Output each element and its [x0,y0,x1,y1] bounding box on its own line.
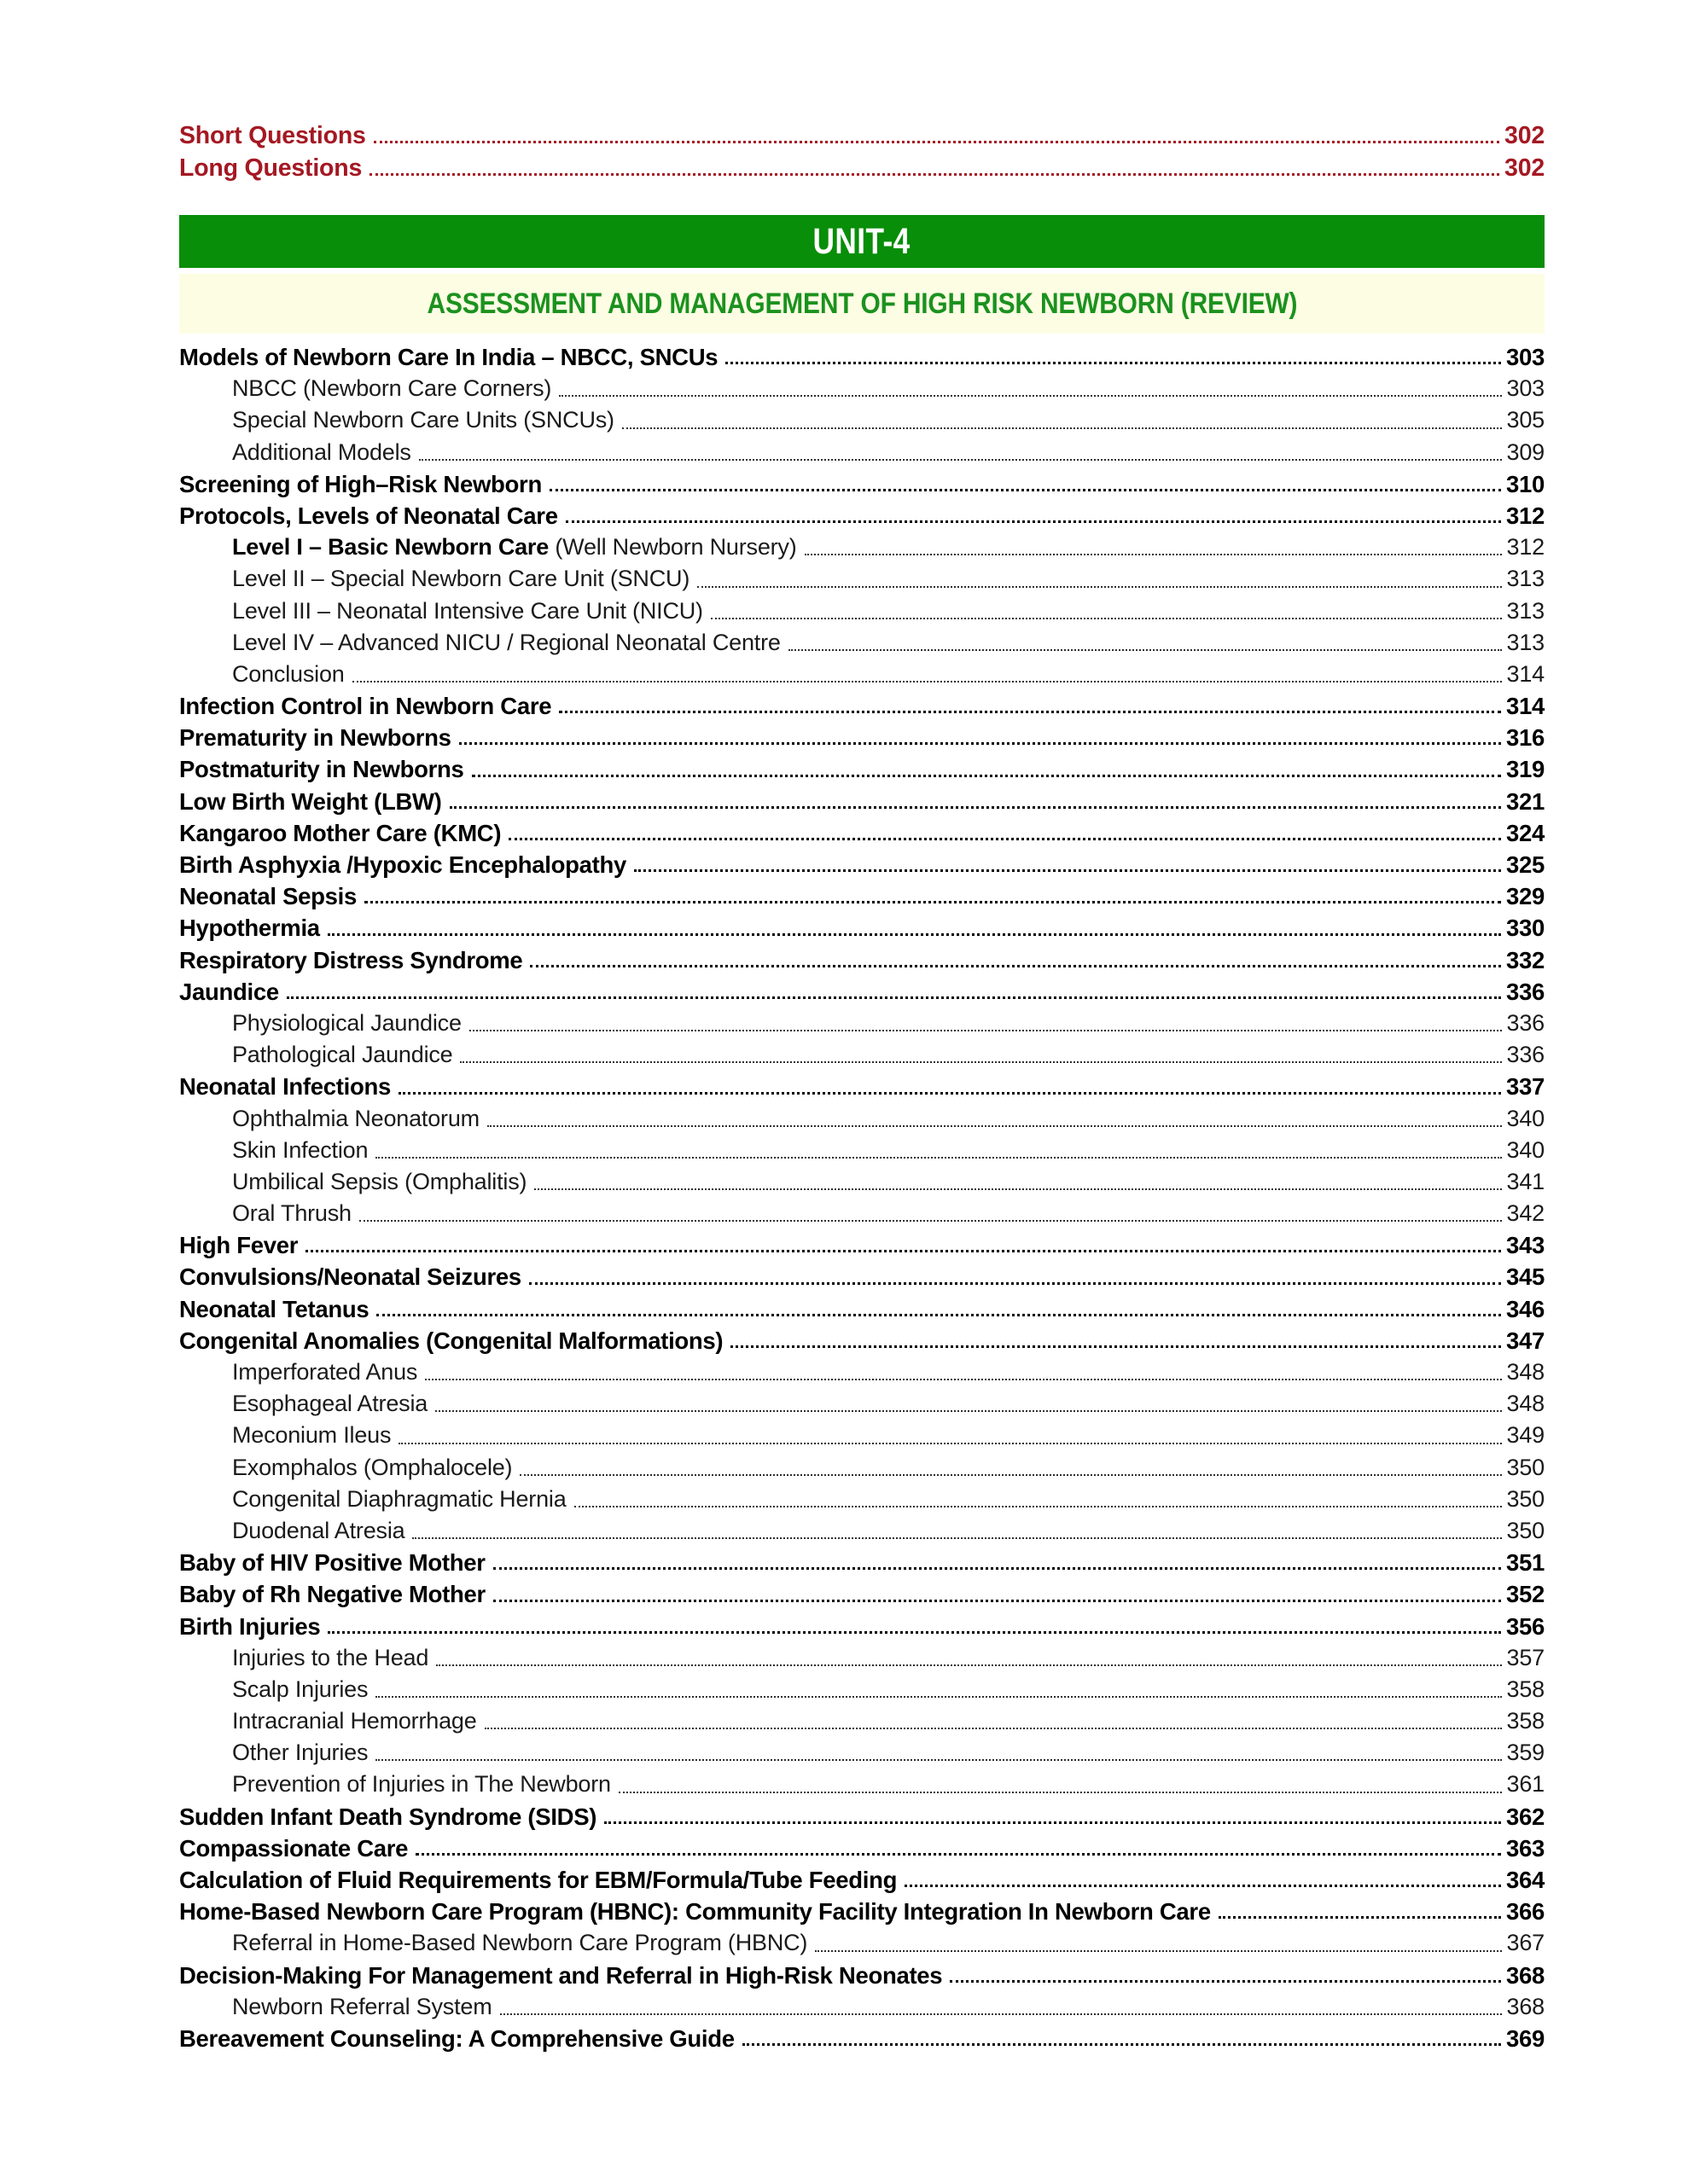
toc-entry [179,531,1545,563]
toc-entry [179,2023,1545,2054]
entry-page-number: 363 [1506,1834,1545,1862]
entry-page-number: 366 [1506,1898,1545,1926]
toc-entry [179,1960,1545,1991]
entry-page-number: 314 [1506,660,1545,687]
dot-leader [550,489,1501,491]
dot-leader [459,742,1501,745]
entry-page-number: 302 [1504,154,1545,182]
entry-label: Protocols, Levels of Neonatal Care [179,502,558,529]
entry-page-number: 367 [1506,1930,1545,1956]
entry-label: Neonatal Infections [179,1073,391,1101]
entry-page-number: 358 [1506,1708,1545,1734]
dot-leader [425,1379,1501,1380]
dot-leader [530,965,1501,967]
entry-label: Additional Models [232,439,411,465]
entry-page-number: 310 [1506,470,1545,497]
toc-entry [179,1071,1545,1102]
toc-entry [179,563,1545,595]
toc-list [179,341,1545,2054]
entry-page-number: 368 [1506,1993,1545,2019]
dot-leader [485,1728,1502,1729]
question-entry [179,119,1545,152]
entry-label: High Fever [179,1232,299,1259]
entry-label: Neonatal Sepsis [179,883,357,910]
toc-entry [179,437,1545,468]
toc-entry [179,1452,1545,1484]
entry-label: Intracranial Hemorrhage [232,1708,477,1734]
entry-page-number: 324 [1506,819,1545,846]
entry-page-number: 336 [1506,1042,1545,1068]
dot-leader [634,869,1501,872]
entry-label: Skin Infection [232,1136,369,1163]
toc-entry [179,1833,1545,1864]
entry-page-number: 313 [1506,566,1545,592]
dot-leader [493,1567,1501,1570]
entry-label: Level IV – Advanced NICU / Regional Neonatal Centre [232,629,781,655]
entry-label: Baby of Rh Negative Mother [179,1581,486,1608]
dot-leader [359,1220,1502,1222]
dot-leader [1219,1916,1501,1919]
entry-label: Baby of HIV Positive Mother [179,1549,486,1577]
dot-leader [364,901,1501,903]
dot-leader [416,1853,1501,1856]
entry-label: Kangaroo Mother Care (KMC) [179,819,502,846]
entry-label: Hypothermia [179,915,320,942]
toc-entry [179,1991,1545,2023]
entry-label: Oral Thrush [232,1200,352,1227]
dot-leader [788,649,1502,651]
unit-banner [179,215,1545,268]
entry-label: Scalp Injuries [232,1676,369,1702]
dot-leader [604,1821,1501,1824]
dot-leader [619,1792,1502,1793]
toc-entry [179,659,1545,690]
toc-entry [179,690,1545,722]
entry-page-number: 347 [1506,1327,1545,1354]
entry-page-number: 358 [1506,1676,1545,1702]
dot-leader [500,2013,1502,2015]
toc-entry [179,1325,1545,1356]
entry-page-number: 329 [1506,883,1545,910]
entry-page-number: 312 [1506,534,1545,561]
toc-entry [179,500,1545,531]
toc-entry [179,1642,1545,1674]
entry-page-number: 325 [1506,851,1545,878]
dot-leader [412,1537,1501,1539]
toc-entry [179,753,1545,785]
unit-title: UNIT-4 [812,220,911,262]
dot-leader [520,1474,1501,1476]
entry-label: Level III – Neonatal Intensive Care Unit (NICU) [232,597,703,624]
entry-page-number: 356 [1506,1612,1545,1640]
toc-entry [179,849,1545,880]
entry-label: Prevention of Injuries in The Newborn [232,1771,611,1798]
toc-entry [179,1420,1545,1451]
toc-entry [179,1356,1545,1388]
dot-leader [559,711,1501,713]
dot-leader [697,586,1501,588]
entry-page-number: 314 [1506,693,1545,720]
entry-label: Models of Newborn Care In India – NBCC, SNCUs [179,344,719,370]
dot-leader [436,1664,1501,1666]
toc-entry [179,1135,1545,1166]
toc-entry [179,1705,1545,1737]
entry-page-number: 313 [1506,629,1545,655]
dot-leader [559,395,1501,397]
entry-label: Congenital Diaphragmatic Hernia [232,1485,567,1512]
entry-page-number: 340 [1506,1136,1545,1163]
entry-label: Birth Asphyxia /Hypoxic Encephalopathy [179,851,626,878]
entry-page-number: 342 [1506,1200,1545,1227]
dot-leader [534,1188,1501,1190]
dot-leader [805,554,1502,555]
entry-label: Injuries to the Head [232,1644,429,1670]
toc-entry [179,1039,1545,1071]
dot-leader [375,1157,1501,1159]
toc-entry [179,817,1545,849]
dot-leader [509,838,1501,840]
toc-entry [179,912,1545,944]
toc-entry [179,404,1545,436]
dot-leader [950,1980,1501,1983]
entry-label-bold-part: Level I – Basic Newborn Care [232,534,550,561]
entry-page-number: 361 [1506,1771,1545,1798]
entry-page-number: 302 [1504,122,1545,149]
toc-entry [179,627,1545,659]
entry-label: Long Questions [179,154,363,182]
dot-leader [742,2043,1501,2046]
dot-leader [493,1600,1501,1602]
dot-leader [529,1282,1501,1285]
entry-label: Jaundice [179,978,279,1005]
entry-page-number: 346 [1506,1295,1545,1322]
entry-page-number: 305 [1506,407,1545,433]
toc-entry [179,468,1545,500]
toc-entry [179,1484,1545,1515]
entry-label: Sudden Infant Death Syndrome (SIDS) [179,1803,597,1830]
dot-leader [435,1410,1501,1412]
entry-page-number: 369 [1506,2024,1545,2052]
entry-label: Compassionate Care [179,1834,409,1862]
dot-leader [815,1950,1501,1952]
dot-leader [328,933,1501,936]
entry-page-number: 313 [1506,597,1545,624]
dot-leader [574,1506,1502,1507]
toc-entry [179,1737,1545,1769]
toc-entry [179,1801,1545,1833]
dot-leader [375,1759,1501,1761]
entry-page-number: 350 [1506,1454,1545,1480]
entry-page-number: 349 [1506,1422,1545,1449]
entry-label [232,531,797,563]
toc-entry [179,1008,1545,1039]
dot-leader [460,1061,1501,1063]
dot-leader [730,1345,1501,1348]
entry-page-number: 364 [1506,1867,1545,1893]
unit-subtitle: ASSESSMENT AND MANAGEMENT OF HIGH RISK NEWBORN (REVIEW) [427,287,1297,320]
entry-page-number: 348 [1506,1391,1545,1417]
entry-page-number: 348 [1506,1359,1545,1385]
entry-page-number: 337 [1506,1073,1545,1101]
entry-page-number: 350 [1506,1485,1545,1512]
toc-entry [179,1611,1545,1642]
dot-leader [566,520,1501,523]
toc-entry [179,1864,1545,1896]
toc-entry [179,1578,1545,1610]
dot-leader [374,141,1499,143]
entry-label: Conclusion [232,660,345,687]
dot-leader [450,806,1501,809]
entry-page-number: 336 [1506,1009,1545,1036]
toc-entry [179,786,1545,817]
entry-label: Imperforated Anus [232,1359,418,1385]
entry-page-number: 321 [1506,787,1545,815]
dot-leader [905,1885,1501,1887]
dot-leader [472,775,1501,777]
entry-label: Calculation of Fluid Requirements for EBM/Formula/Tube Feeding [179,1867,898,1893]
entry-label: Newborn Referral System [232,1993,492,2019]
entry-page-number: 368 [1506,1961,1545,1989]
entry-page-number: 345 [1506,1263,1545,1291]
entry-label: Bereavement Counseling: A Comprehensive Guide [179,2024,735,2052]
toc-entry [179,1515,1545,1547]
entry-label: Low Birth Weight (LBW) [179,787,442,815]
toc-entry [179,1674,1545,1705]
dot-leader [376,1314,1501,1316]
dot-leader [487,1125,1502,1127]
toc-entry [179,1229,1545,1261]
entry-label: Exomphalos (Omphalocele) [232,1454,513,1480]
unit-subtitle-banner [179,274,1545,334]
entry-label: Pathological Jaundice [232,1042,453,1068]
entry-label: NBCC (Newborn Care Corners) [232,375,552,402]
entry-page-number: 352 [1506,1581,1545,1608]
toc-page [179,0,1545,2054]
toc-entry [179,1388,1545,1420]
entry-label: Duodenal Atresia [232,1517,405,1543]
dot-leader [469,1030,1502,1031]
dot-leader [328,1631,1501,1634]
toc-entry [179,1896,1545,1927]
entry-label: Postmaturity in Newborns [179,756,464,783]
toc-entry [179,595,1545,627]
entry-page-number: 319 [1506,756,1545,783]
entry-label: Birth Injuries [179,1612,321,1640]
entry-page-number: 316 [1506,724,1545,752]
entry-label: Infection Control in Newborn Care [179,693,552,720]
question-entries-list [179,119,1545,184]
question-entry [179,152,1545,184]
dot-leader [725,362,1501,364]
entry-page-number: 362 [1506,1803,1545,1830]
entry-page-number: 359 [1506,1740,1545,1766]
toc-entry [179,976,1545,1008]
entry-label: Referral in Home-Based Newborn Care Program (HBNC) [232,1930,808,1956]
dot-leader [419,459,1502,461]
toc-entry [179,1103,1545,1135]
entry-label: Esophageal Atresia [232,1391,428,1417]
dot-leader [622,427,1502,429]
entry-label: Short Questions [179,122,366,149]
toc-entry [179,944,1545,976]
entry-page-number: 341 [1506,1168,1545,1194]
entry-label: Ophthalmia Neonatorum [232,1105,480,1131]
toc-entry [179,1927,1545,1959]
dot-leader [375,1696,1501,1698]
entry-label: Respiratory Distress Syndrome [179,946,523,973]
toc-entry [179,722,1545,753]
toc-entry [179,880,1545,912]
entry-label: Neonatal Tetanus [179,1295,369,1322]
dot-leader [369,173,1499,176]
entry-page-number: 330 [1506,915,1545,942]
entry-label: Physiological Jaundice [232,1009,462,1036]
entry-page-number: 340 [1506,1105,1545,1131]
entry-page-number: 351 [1506,1549,1545,1577]
entry-page-number: 309 [1506,439,1545,465]
toc-entry [179,341,1545,373]
dot-leader [711,618,1502,619]
entry-label: Other Injuries [232,1740,369,1766]
entry-page-number: 350 [1506,1517,1545,1543]
entry-label: Meconium Ileus [232,1422,392,1449]
dot-leader [399,1092,1501,1095]
entry-label: Decision-Making For Management and Referral in High-Risk Neonates [179,1961,943,1989]
entry-label-rest: (Well Newborn Nursery) [549,534,797,561]
entry-page-number: 312 [1506,502,1545,529]
entry-page-number: 357 [1506,1644,1545,1670]
dot-leader [352,681,1502,682]
entry-label: Screening of High–Risk Newborn [179,470,542,497]
entry-label: Prematurity in Newborns [179,724,451,752]
toc-entry [179,1166,1545,1198]
dot-leader [399,1443,1501,1444]
entry-label: Convulsions/Neonatal Seizures [179,1263,521,1291]
entry-label: Special Newborn Care Units (SNCUs) [232,407,614,433]
toc-entry [179,1198,1545,1229]
toc-entry [179,1293,1545,1325]
entry-page-number: 303 [1506,375,1545,402]
dot-leader [305,1250,1501,1252]
dot-leader [287,996,1501,999]
toc-entry [179,373,1545,404]
toc-entry [179,1261,1545,1292]
toc-entry [179,1547,1545,1578]
entry-label: Congenital Anomalies (Congenital Malformations) [179,1327,724,1354]
entry-page-number: 343 [1506,1232,1545,1259]
entry-page-number: 336 [1506,978,1545,1005]
entry-label: Home-Based Newborn Care Program (HBNC): Community Facility Integration In Newborn Care [179,1898,1211,1926]
toc-entry [179,1769,1545,1800]
entry-label: Umbilical Sepsis (Omphalitis) [232,1168,527,1194]
entry-page-number: 303 [1506,344,1545,370]
entry-page-number: 332 [1506,946,1545,973]
entry-label: Level II – Special Newborn Care Unit (SNCU) [232,566,690,592]
